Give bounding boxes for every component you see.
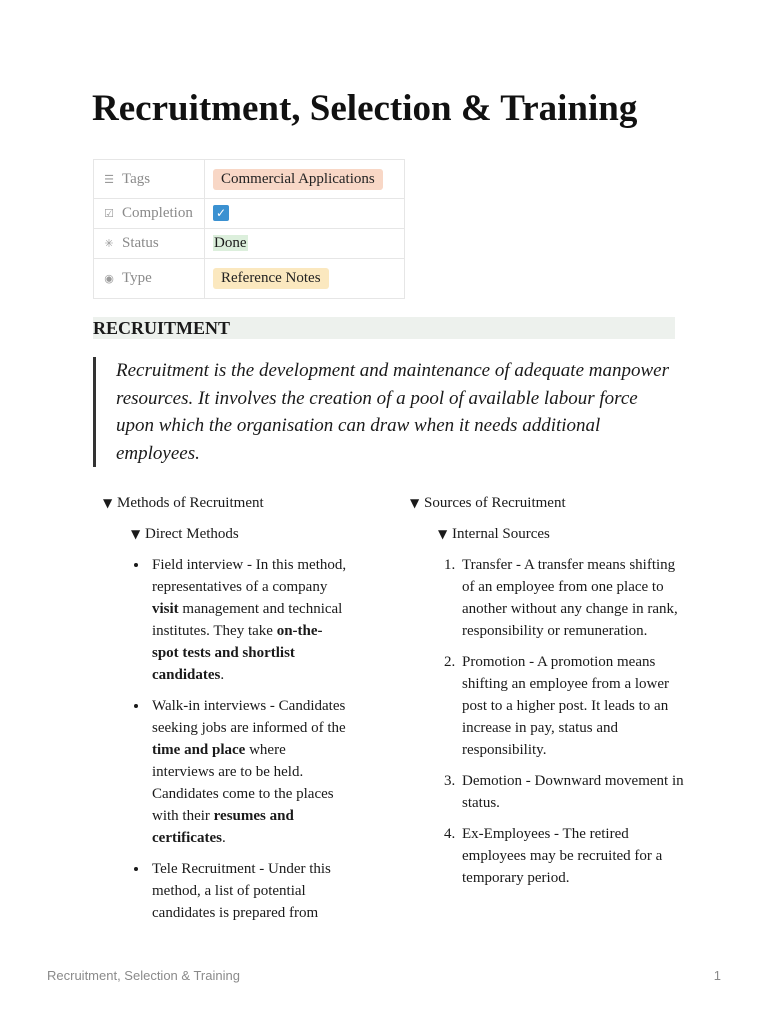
property-row-status [94,229,405,259]
text-run: . [220,667,225,683]
property-value-type[interactable] [205,259,405,299]
completion-checkbox[interactable]: ✓ [213,205,229,221]
tag-pill[interactable]: Commercial Applications [213,169,383,190]
status-badge[interactable]: Done [214,235,247,251]
list-item: 1. Transfer - A transfer means shifting of an employee from one place to another without any change in rank, responsibility or remuneration. [459,554,689,642]
property-key-completion [94,199,205,229]
triangle-down-icon[interactable]: ▼ [103,496,113,510]
property-row-tags [94,160,405,199]
page-title: Recruitment, Selection & Training [92,88,638,129]
footer-title: Recruitment, Selection & Training [47,968,240,983]
property-label: Status [122,235,159,251]
text-run: Walk-in interviews - Candidates seeking jobs are informed of the [152,698,346,736]
list-item: 4. Ex-Employees - The retired employees may be recruited for a temporary period. [459,823,689,889]
sources-list [410,554,689,889]
definition-quote: Recruitment is the development and maintenance of adequate manpower resources. It involves the creation of a pool of available labour force upon which the organisation can draw when it needs additional employees. [93,357,676,467]
property-label: Completion [122,205,193,221]
toggle-methods[interactable] [103,492,375,514]
methods-column [103,492,375,933]
target-icon: ◉ [104,273,114,285]
bold-text: visit [152,601,179,617]
sources-column [410,492,682,898]
list-item [149,695,349,849]
footer-page-number: 1 [713,968,721,983]
property-row-completion [94,199,405,229]
property-key-tags [94,160,205,199]
bold-text: time and place [152,742,246,758]
text-run: Tele Recruitment - Under this method, a list of potential candidates is prepared from [152,861,331,921]
methods-list [103,554,349,924]
toggle-label: Direct Methods [145,526,239,542]
text-run: management and technical institutes. They take [152,601,343,639]
status-icon: ✳ [104,238,114,250]
text-run: where interviews are to be held. Candidates come to the places with their [152,742,334,824]
bold-text: on-the-spot tests and shortlist candidates [152,623,323,683]
properties-table [93,159,405,299]
property-label: Type [122,270,152,286]
toggle-label: Sources of Recruitment [424,495,566,511]
toggle-sources[interactable] [410,492,682,514]
list-icon: ☰ [104,173,114,186]
type-pill[interactable]: Reference Notes [213,268,329,289]
subtoggle-wrap [131,523,375,545]
toggle-label: Internal Sources [452,526,550,542]
property-value-tags[interactable] [205,160,405,199]
triangle-down-icon[interactable]: ▼ [438,527,448,541]
property-key-type [94,259,205,299]
toggle-internal-sources[interactable] [438,523,682,545]
list-item [149,858,349,924]
property-value-status[interactable] [205,229,405,259]
property-label: Tags [122,170,151,187]
list-item [149,554,349,686]
triangle-down-icon[interactable]: ▼ [410,496,420,510]
property-key-status [94,229,205,259]
list-item: 3. Demotion - Downward movement in status. [459,770,689,814]
property-row-type [94,259,405,299]
bold-text: resumes and certificates [152,808,294,846]
triangle-down-icon[interactable]: ▼ [131,527,141,541]
subtoggle-wrap [438,523,682,545]
text-run: Field interview - In this method, representatives of a company [152,557,347,595]
section-heading: RECRUITMENT [93,317,675,339]
text-run: . [221,830,226,846]
property-value-completion[interactable] [205,199,405,229]
checkbox-icon: ☑ [104,208,114,220]
toggle-direct-methods[interactable] [131,523,375,545]
toggle-label: Methods of Recruitment [117,495,264,511]
list-item: 2. Promotion - A promotion means shifting an employee from a lower post to a higher post. It leads to an increase in pay, status and responsibility. [459,651,689,761]
